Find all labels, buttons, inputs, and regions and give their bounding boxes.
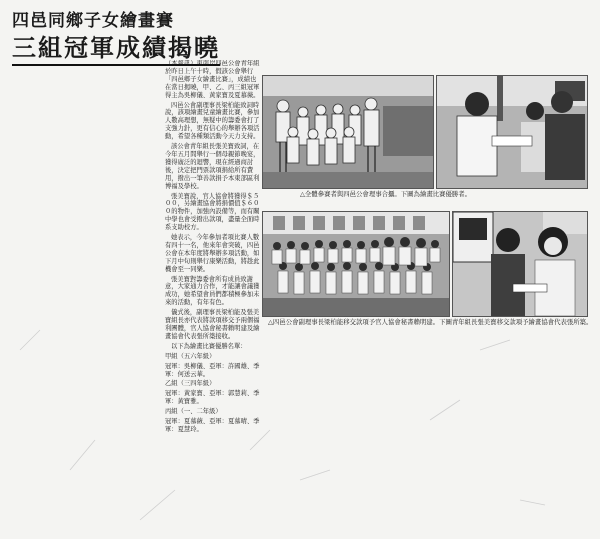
photo-all-participants (262, 211, 450, 317)
article-paragraph: 她表示，今年參加者項比賽人數有四十一名，他來年會突破，四邑公會在本年度將舉辦多項活動，如下月中旬則舉行康樂活動，將趁此機會至一同樂。 (165, 234, 260, 273)
article-paragraph: 四邑公會副理事長梁柏能致詞時說，該項繪畫兒童繪畫比賽，參加人數高理想，無疑中的籌委會打了支強力針，更有信心的舉辦各項活動，希望各種類活動今天力支持。 (165, 101, 260, 141)
main-headline: 三組冠軍成績揭曉 (12, 28, 220, 66)
article-paragraph: 張美寶說，官人協會將獲得＄５００，另繪畫協會將捐價值＄６００的物件，加強內設備等，而有關中學也會受撥出款項，盡量全面時系支助校方。 (165, 192, 260, 232)
group-winners: 冠軍：黃家寶、亞軍：郭慧莉、季軍：黃寶雅。 (165, 390, 260, 406)
photo-donation-handover-image (453, 212, 587, 316)
group-winners: 冠軍：吳柳儀、亞軍：許國雄、季軍：何送云華。 (165, 362, 260, 378)
photo-all-participants-image (263, 212, 449, 316)
article-paragraph: 該公會青年組長張美寶致詞，在今年五月間舉行一個母親節晚宴，獲得廣泛的迴響，現在經過商討後，決定把門票款項捐給所有費用，撥出一筆善款捐予本東部區利博福及學校。 (165, 143, 260, 190)
photo-donation-handover (452, 211, 588, 317)
photo-caption-bottom: △四邑公會副理事長梁柏能移交款項予官人協會秘書賴明建。下圖青年組長張美寶移交款項予繪畫協會代表張所築。 (268, 318, 593, 326)
article-body (165, 60, 261, 500)
photo-group-participants (262, 75, 434, 189)
article-paragraph: 儀式後，副理事長梁柏能及張美寶組長亦代表將款項移交予兩個福利團體，官人協會秘書賴明建及繪畫協會代表張所築接收。 (165, 309, 260, 340)
article-paragraph: 張美寶對籌委會所有成員致謝意，大家通力合作，才能讓會議獲成功，她希望會員們都積極參加未來的活動，有年有色。 (165, 275, 260, 307)
kicker-headline: 四邑同鄉子女繪畫賽 (12, 11, 174, 31)
article-paragraph: （本報訊）東南岸四邑公會青年組於昨日上午十時，假該公會舉行「四邑鄉子女繪畫比賽」，成績也在當日揭曉，甲、乙、丙三組冠軍得主為吳柳儀、黃家寶及夏慕薇。 (165, 60, 260, 99)
group-title: 甲組（五六年級） (165, 352, 216, 360)
group-title: 丙組（一、二年級） (165, 408, 222, 416)
photo-award-winners (436, 75, 588, 189)
group-title: 乙組（三四年級） (165, 380, 216, 388)
photo-group-participants-image (263, 76, 433, 188)
photo-award-winners-image (437, 76, 587, 188)
photo-caption-top: △全體參賽者與四邑公會理事合攝。下圖為繪畫比賽優勝者。 (300, 190, 472, 198)
winners-intro: 以下為繪畫比賽優勝名單： (171, 342, 247, 350)
winners-list (165, 343, 261, 434)
group-winners: 冠軍：夏慕薇、亞軍：夏慕晴、季軍：夏慧玲。 (165, 418, 260, 433)
